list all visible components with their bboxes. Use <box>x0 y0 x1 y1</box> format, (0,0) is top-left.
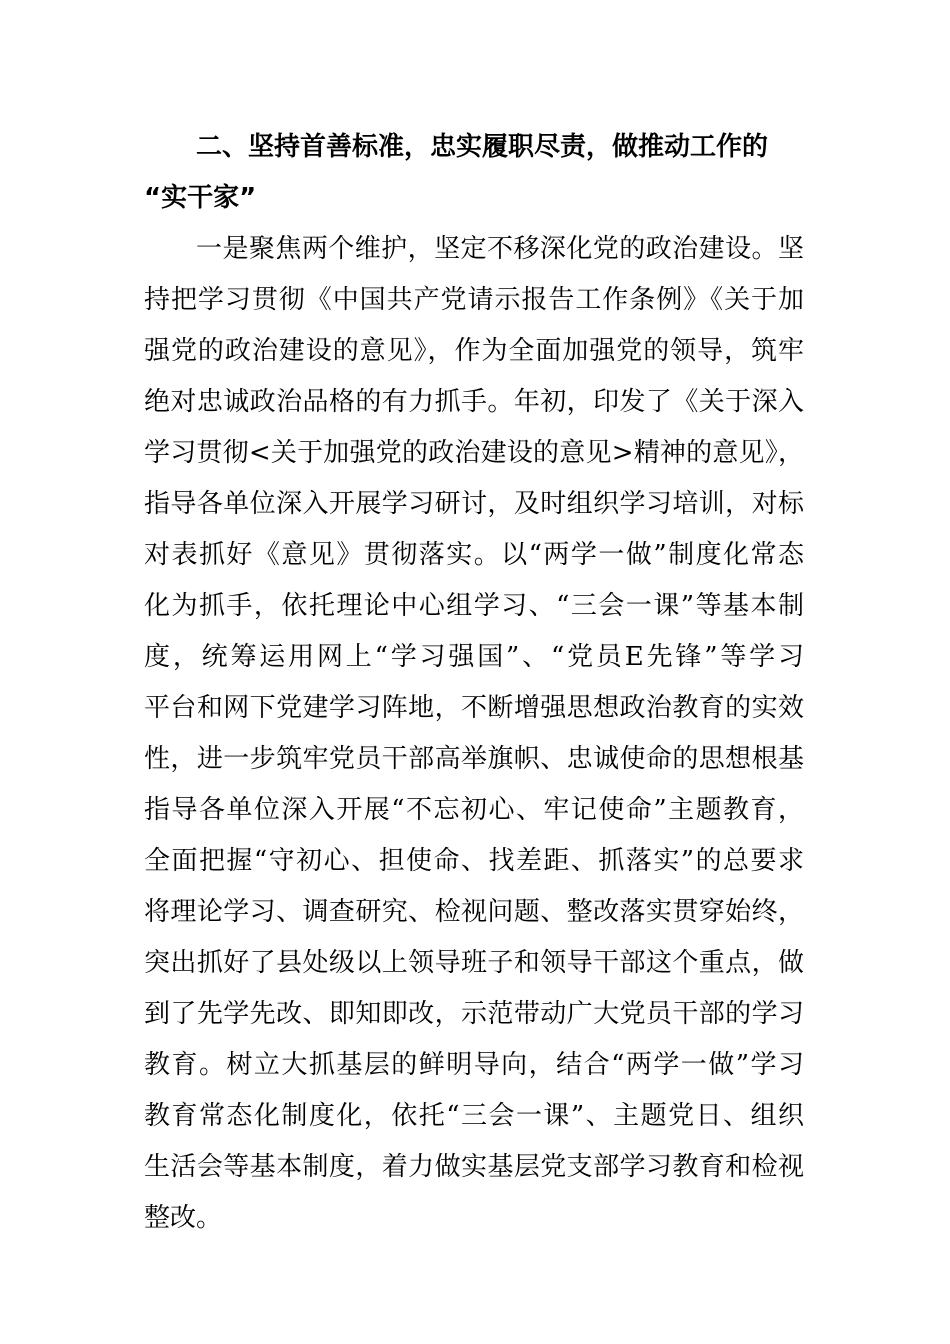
paragraph-line: 化为抓手，依托理论中心组学习、“三会一课”等基本制 <box>144 591 804 621</box>
paragraph-line: 学习贯彻<关于加强党的政治建设的意见>精神的意见》， <box>144 438 804 468</box>
paragraph-line: 度，统筹运用网上“学习强国”、“党员E先锋”等学习 <box>144 642 804 672</box>
paragraph-line: 全面把握“守初心、担使命、找差距、抓落实”的总要求 <box>144 846 804 876</box>
section-heading-line-1: 二、坚持首善标准，忠实履职尽责，做推动工作的 <box>196 132 769 162</box>
paragraph-line: 生活会等基本制度，着力做实基层党支部学习教育和检视 <box>144 1152 804 1182</box>
paragraph-line: 突出抓好了县处级以上领导班子和领导干部这个重点，做 <box>144 948 804 978</box>
paragraph-line: 强党的政治建设的意见》，作为全面加强党的领导，筑牢 <box>144 336 804 366</box>
paragraph-line: 整改。 <box>144 1203 223 1233</box>
paragraph-line: 教育常态化制度化，依托“三会一课”、主题党日、组织 <box>144 1101 804 1131</box>
paragraph-line: 教育。树立大抓基层的鲜明导向，结合“两学一做”学习 <box>144 1050 804 1080</box>
paragraph-line: 到了先学先改、即知即改，示范带动广大党员干部的学习 <box>144 999 804 1029</box>
paragraph-line: 一是聚焦两个维护，坚定不移深化党的政治建设。坚 <box>196 234 804 264</box>
section-heading-line-2: “实干家” <box>144 183 257 213</box>
paragraph-line: 绝对忠诚政治品格的有力抓手。年初，印发了《关于深入 <box>144 387 804 417</box>
paragraph-line: 持把学习贯彻《中国共产党请示报告工作条例》《关于加 <box>144 285 804 315</box>
document-text <box>144 122 804 1244</box>
paragraph-line: 将理论学习、调查研究、检视问题、整改落实贯穿始终， <box>144 897 804 927</box>
paragraph-line: 平台和网下党建学习阵地，不断增强思想政治教育的实效 <box>144 693 804 723</box>
paragraph-line: 指导各单位深入开展“不忘初心、牢记使命”主题教育， <box>144 795 804 825</box>
paragraph-line: 对表抓好《意见》贯彻落实。以“两学一做”制度化常态 <box>144 540 804 570</box>
paragraph-line: 指导各单位深入开展学习研讨，及时组织学习培训，对标 <box>144 489 804 519</box>
paragraph-line: 性，进一步筑牢党员干部高举旗帜、忠诚使命的思想根基 <box>144 744 804 774</box>
